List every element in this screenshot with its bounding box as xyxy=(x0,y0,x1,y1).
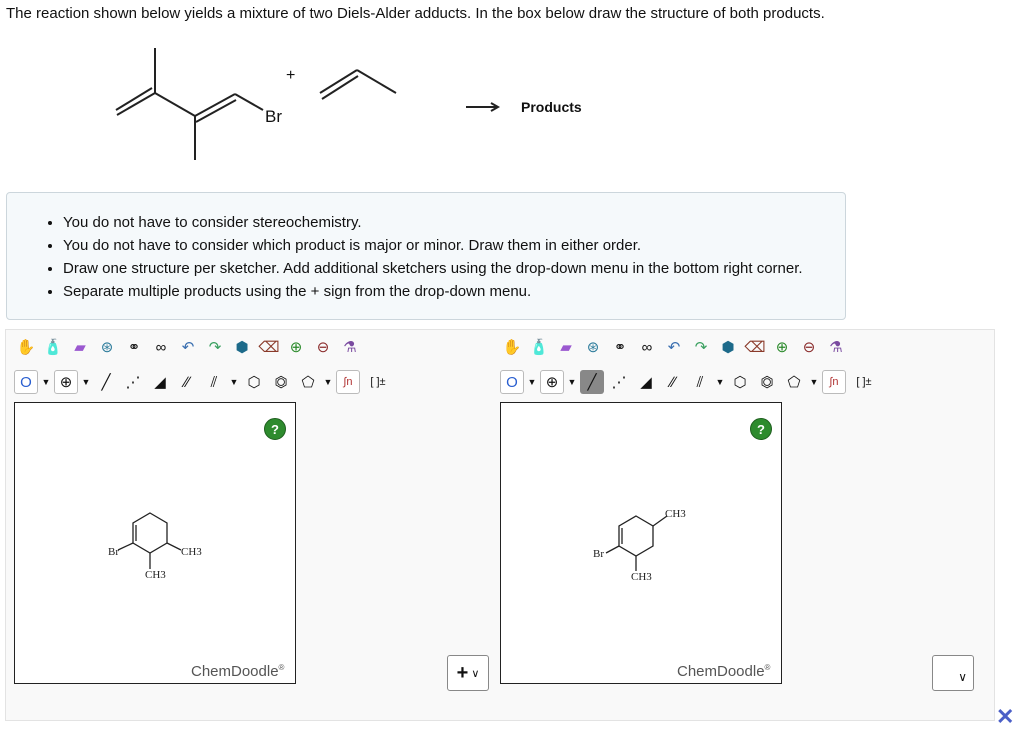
single-bond-icon[interactable]: ╱ xyxy=(101,374,111,391)
charge-button[interactable]: O xyxy=(500,370,524,394)
sketcher-canvas[interactable] xyxy=(500,402,782,684)
ch3-atom-label: CH3 xyxy=(181,546,202,558)
add-sketcher-dropdown[interactable] xyxy=(932,655,974,691)
hash-bond-icon[interactable]: ⋰ xyxy=(611,374,627,391)
benzene-icon[interactable]: ⏣ xyxy=(274,374,288,391)
chemdoodle-brand: ChemDoodle® xyxy=(677,663,771,680)
hand-icon[interactable]: ✋ xyxy=(16,339,36,356)
redo-icon[interactable]: ↷ xyxy=(694,339,708,356)
flip-h-icon[interactable]: ⚭ xyxy=(613,339,627,356)
hand-icon[interactable]: ✋ xyxy=(502,339,522,356)
eraser-icon[interactable]: ▰ xyxy=(560,339,572,356)
chemdoodle-brand: ChemDoodle® xyxy=(191,663,285,680)
chevron-down-icon[interactable]: ▼ xyxy=(323,377,333,387)
hash-bond-icon[interactable]: ⋰ xyxy=(125,374,141,391)
sketcher-canvas[interactable] xyxy=(14,402,296,684)
eraser-bottle-icon[interactable]: 🧴 xyxy=(43,339,63,356)
flip-v-icon[interactable]: ∞ xyxy=(641,338,653,356)
toolbar-row-1 xyxy=(500,333,848,361)
template-icon[interactable]: ⬢ xyxy=(235,339,249,356)
reaction-scheme xyxy=(0,0,1024,190)
chevron-down-icon: ∨ xyxy=(958,670,967,684)
plus-sign: + xyxy=(456,661,469,684)
center-icon[interactable]: ⊛ xyxy=(100,339,114,356)
triple-bond-icon[interactable]: ⫽ xyxy=(210,373,218,391)
chevron-down-icon[interactable]: ▼ xyxy=(715,377,725,387)
reaction-plus: + xyxy=(286,67,296,84)
clear-icon[interactable]: ⌫ xyxy=(744,339,766,356)
toolbar-row-2 xyxy=(500,368,879,396)
double-bond-icon[interactable]: ∕∕ xyxy=(184,373,190,391)
zoom-in-icon[interactable]: ⊕ xyxy=(289,339,303,356)
zoom-out-icon[interactable]: ⊖ xyxy=(316,339,330,356)
flip-v-icon[interactable]: ∞ xyxy=(155,338,167,356)
cyclopentane-icon[interactable]: ⬠ xyxy=(787,374,801,391)
double-bond-icon[interactable]: ∕∕ xyxy=(670,373,676,391)
clean-icon[interactable]: ⚗ xyxy=(829,339,843,356)
reactant-br-label: Br xyxy=(265,107,282,126)
plus-charge-icon[interactable]: ⊕ xyxy=(540,370,564,394)
close-icon[interactable]: ✕ xyxy=(996,704,1015,729)
chevron-down-icon[interactable]: ▼ xyxy=(527,377,537,387)
eraser-bottle-icon[interactable]: 🧴 xyxy=(529,339,549,356)
bracket-charge-button[interactable]: [ ]± xyxy=(856,376,872,388)
zoom-out-icon[interactable]: ⊖ xyxy=(802,339,816,356)
chevron-down-icon[interactable]: ▼ xyxy=(81,377,91,387)
undo-icon[interactable]: ↶ xyxy=(667,339,681,356)
br-atom-label: Br xyxy=(108,546,119,558)
bracket-charge-button[interactable]: [ ]± xyxy=(370,376,386,388)
note-item: • Draw one structure per sketcher. Add additional sketchers using the drop-down menu in the bottom right corner. xyxy=(63,257,845,280)
clear-icon[interactable]: ⌫ xyxy=(258,339,280,356)
wedge-bond-icon[interactable]: ◢ xyxy=(640,374,652,391)
eraser-icon[interactable]: ▰ xyxy=(74,339,86,356)
center-icon[interactable]: ⊛ xyxy=(586,339,600,356)
charge-button[interactable]: O xyxy=(14,370,38,394)
flip-h-icon[interactable]: ⚭ xyxy=(127,339,141,356)
clean-icon[interactable]: ⚗ xyxy=(343,339,357,356)
repeat-unit-icon[interactable]: ∫n xyxy=(336,370,360,394)
undo-icon[interactable]: ↶ xyxy=(181,339,195,356)
cyclohexane-icon[interactable]: ⬡ xyxy=(733,374,747,391)
cyclopentane-icon[interactable]: ⬠ xyxy=(301,374,315,391)
question-text: The reaction shown below yields a mixture of two Diels-Alder adducts. In the box below draw the structure of both products. xyxy=(6,5,825,22)
product-1-structure xyxy=(15,403,295,683)
benzene-icon[interactable]: ⏣ xyxy=(760,374,774,391)
zoom-in-icon[interactable]: ⊕ xyxy=(775,339,789,356)
sketcher-workspace xyxy=(5,329,995,721)
instructions-box xyxy=(6,192,846,320)
single-bond-icon[interactable]: ╱ xyxy=(580,370,604,394)
sketcher-2 xyxy=(492,330,872,690)
sketcher-1 xyxy=(6,330,386,690)
ch3-atom-label: CH3 xyxy=(145,569,166,581)
product-2-structure xyxy=(501,403,781,683)
repeat-unit-icon[interactable]: ∫n xyxy=(822,370,846,394)
note-item: • Separate multiple products using the + sign from the drop-down menu. xyxy=(63,280,845,303)
chevron-down-icon[interactable]: ▼ xyxy=(41,377,51,387)
toolbar-row-2 xyxy=(14,368,393,396)
wedge-bond-icon[interactable]: ◢ xyxy=(154,374,166,391)
chevron-down-icon[interactable]: ▼ xyxy=(567,377,577,387)
plus-charge-icon[interactable]: ⊕ xyxy=(54,370,78,394)
note-item: • You do not have to consider stereochemistry. xyxy=(63,211,845,234)
help-icon[interactable]: ? xyxy=(264,418,286,440)
note-item: • You do not have to consider which product is major or minor. Draw them in either order. xyxy=(63,234,845,257)
chevron-down-icon: ∨ xyxy=(471,667,480,680)
toolbar-row-1 xyxy=(14,333,362,361)
products-label: Products xyxy=(521,99,582,115)
ch3-atom-label: CH3 xyxy=(631,571,652,583)
template-icon[interactable]: ⬢ xyxy=(721,339,735,356)
chevron-down-icon[interactable]: ▼ xyxy=(229,377,239,387)
cyclohexane-icon[interactable]: ⬡ xyxy=(247,374,261,391)
help-icon[interactable]: ? xyxy=(750,418,772,440)
triple-bond-icon[interactable]: ⫽ xyxy=(696,373,704,391)
br-atom-label: Br xyxy=(593,548,604,560)
redo-icon[interactable]: ↷ xyxy=(208,339,222,356)
ch3-atom-label: CH3 xyxy=(665,508,686,520)
chevron-down-icon[interactable]: ▼ xyxy=(809,377,819,387)
plus-separator-dropdown[interactable] xyxy=(447,655,489,691)
